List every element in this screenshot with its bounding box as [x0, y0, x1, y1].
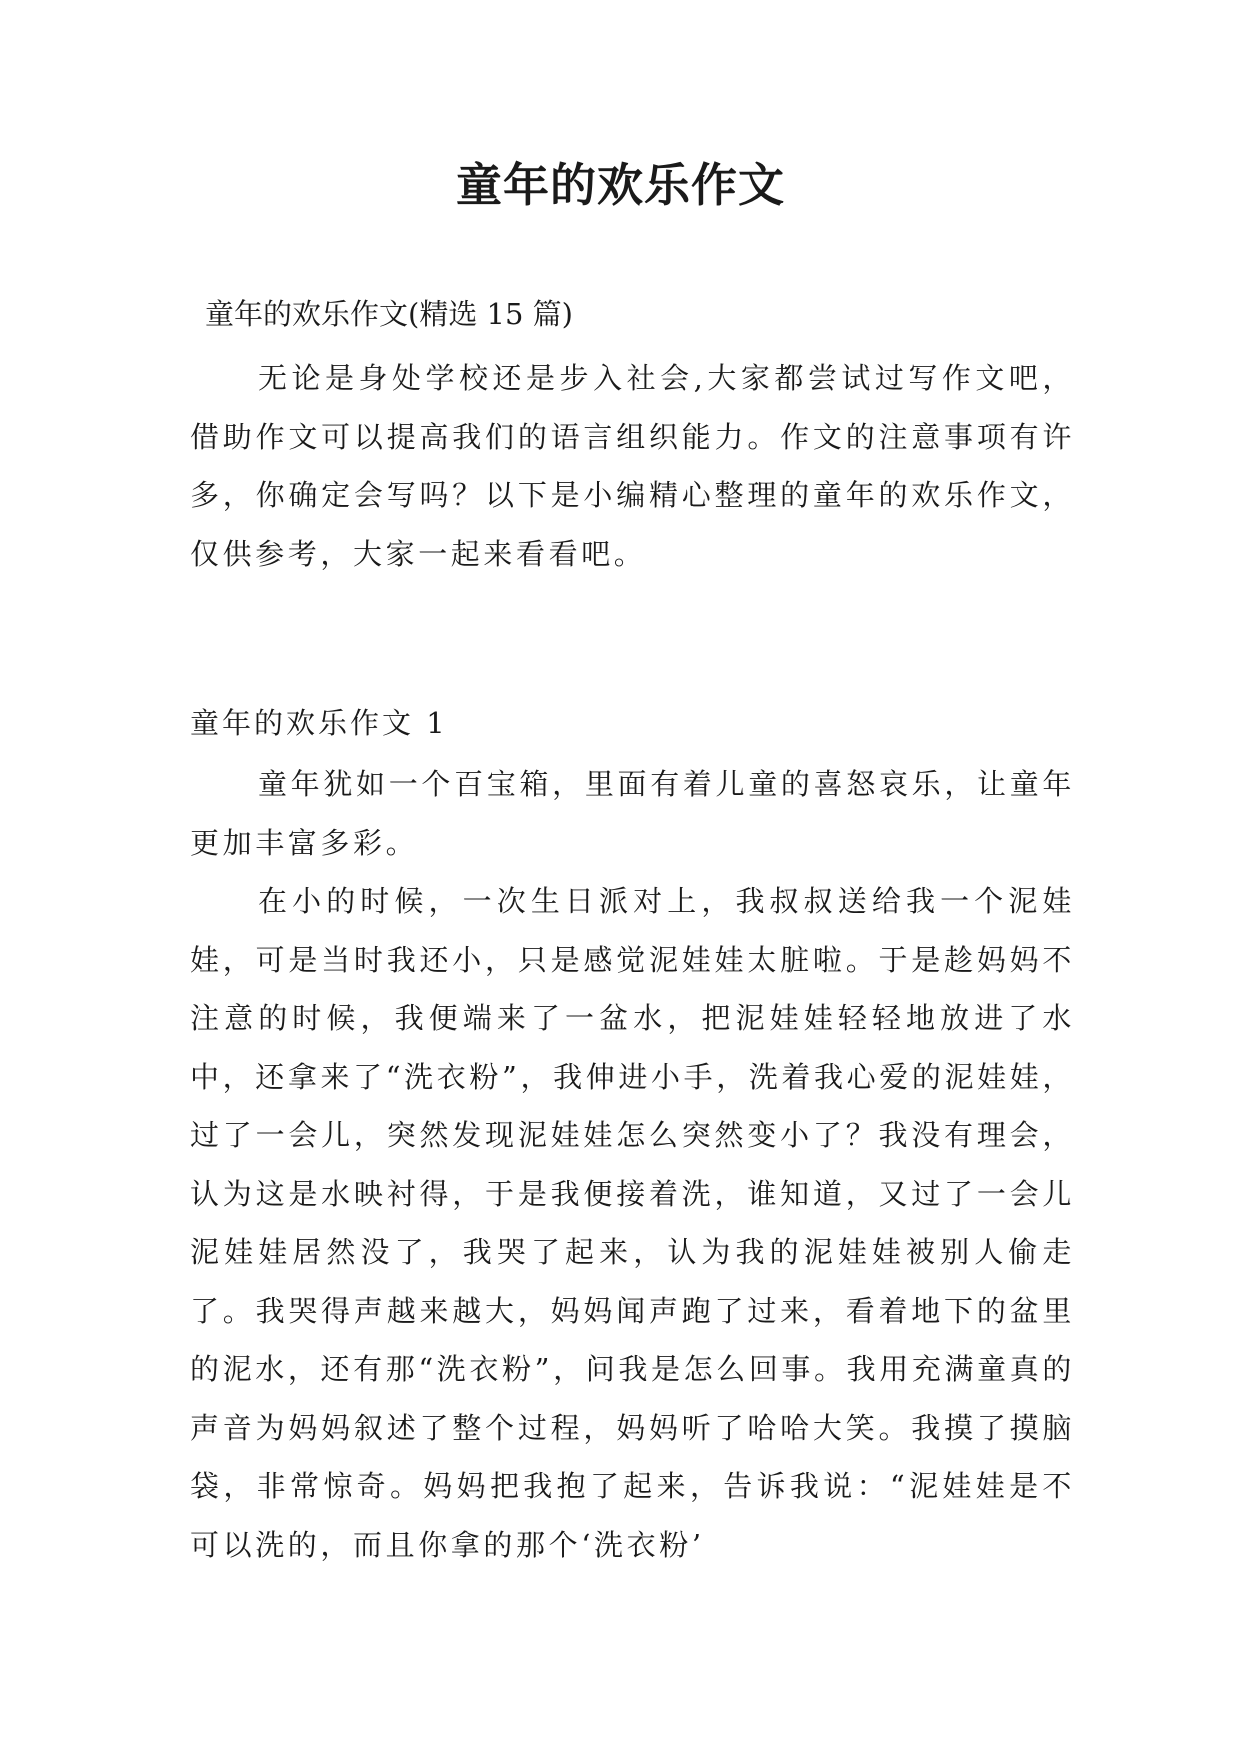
document-title: 童年的欢乐作文: [456, 158, 785, 212]
document-subtitle: 童年的欢乐作文(精选 15 篇): [205, 297, 573, 331]
section-paragraph-2: 在小的时候，一次生日派对上，我叔叔送给我一个泥娃娃，可是当时我还小，只是感觉泥娃娃太脏啦。于是趁妈妈不注意的时候，我便端来了一盆水，把泥娃娃轻轻地放进了水中，还拿来了“洗衣粉”，我伸进小手，洗着我心爱的泥娃娃，过了一会儿，突然发现泥娃娃怎么突然变小了？我没有理会，认为这是水映衬得，于是我便接着洗，谁知道，又过了一会儿泥娃娃居然没了，我哭了起来，认为我的泥娃娃被别人偷走了。我哭得声越来越大，妈妈闻声跑了过来，看着地下的盆里的泥水，还有那“洗衣粉”，问我是怎么回事。我用充满童真的声音为妈妈叙述了整个过程，妈妈听了哈哈大笑。我摸了摸脑袋，非常惊奇。妈妈把我抱了起来，告诉我说：“泥娃娃是不可以洗的，而且你拿的那个‘洗衣粉’: [190, 884, 1075, 1562]
intro-paragraph: 无论是身处学校还是步入社会,大家都尝试过写作文吧，借助作文可以提高我们的语言组织能力。作文的注意事项有许多，你确定会写吗？以下是小编精心整理的童年的欢乐作文，仅供参考，大家一起来看看吧。: [190, 361, 1075, 571]
section-heading: 童年的欢乐作文 1: [190, 706, 448, 740]
section-paragraph-1: 童年犹如一个百宝箱，里面有着儿童的喜怒哀乐，让童年更加丰富多彩。: [190, 767, 1075, 860]
